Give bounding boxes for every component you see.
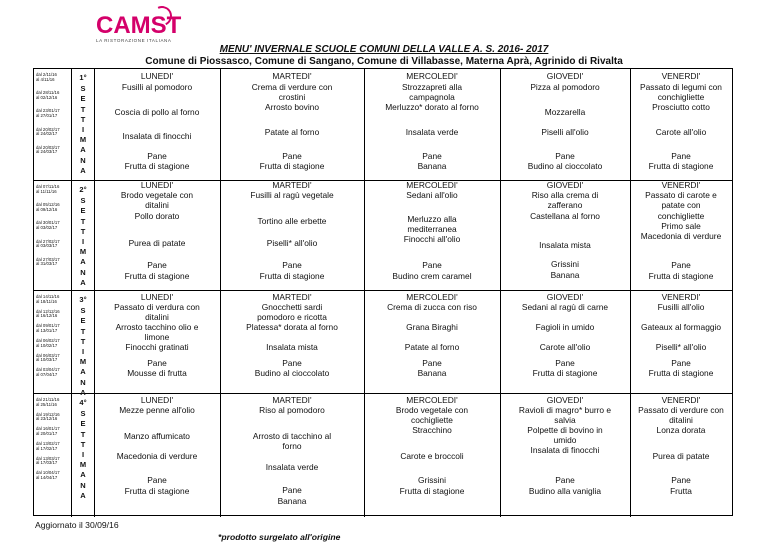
week-number-label: 1° S E T T I M A N A (79, 73, 87, 175)
menu-item: Brodo vegetale con (395, 405, 469, 415)
menu-item: mediterranea (407, 224, 457, 234)
menu-item: Frutta di stagione (124, 161, 190, 171)
menu-item: ditalini (669, 415, 693, 425)
menu-item: Tortino alle erbette (257, 216, 327, 226)
menu-item: Platessa* dorata al forno (246, 322, 338, 332)
menu-item: Piselli* all'olio (655, 342, 707, 352)
date-range: dal 19/12/16 al 23/12/16 (36, 411, 60, 422)
menu-item: Insalata mista (539, 240, 591, 250)
menu-item: Budino alla vaniglia (528, 486, 602, 496)
menu-item: Frutta di stagione (648, 271, 714, 281)
menu-item: Pane (555, 358, 575, 368)
menu-item: Fusilli al ragù vegetale (250, 190, 334, 200)
menu-item: Ravioli di magro* burro e (518, 405, 612, 415)
day-header: MERCOLEDI' (406, 292, 458, 302)
date-range: dal 27/03/17 al 31/03/17 (36, 256, 60, 267)
week-1-row (34, 69, 732, 181)
menu-item: Primo sale (661, 221, 701, 231)
day-header: GIOVEDI' (546, 292, 584, 302)
menu-item: Pane (422, 151, 442, 161)
menu-item: Grana Biraghi (406, 322, 458, 332)
date-range: dal 09/01/17 al 13/01/17 (36, 323, 60, 333)
menu-item: Piselli* all'olio (266, 238, 318, 248)
update-date: Aggiornato il 30/09/16 (35, 520, 119, 530)
menu-item: Insalata di finocchi (530, 445, 600, 455)
menu-item: Pane (555, 475, 575, 485)
menu-item: ditalini (145, 200, 169, 210)
menu-item: Gnocchetti sardi (261, 302, 323, 312)
date-range: dal 13/02/17 al 17/02/17 (36, 441, 60, 451)
menu-item: Macedonia di verdure (116, 451, 198, 461)
week-date-ranges (34, 73, 71, 164)
menu-item: Pane (147, 475, 167, 485)
menu-item: Frutta di stagione (532, 368, 598, 378)
logo-brand: CAMST (96, 12, 182, 39)
day-header: VENERDI' (661, 292, 701, 302)
menu-item: Insalata verde (405, 127, 459, 137)
menu-item: Pane (147, 358, 167, 368)
column-divider (71, 181, 72, 290)
day-header: MARTEDI' (272, 180, 312, 190)
day-header: LUNEDI' (140, 180, 174, 190)
date-range: dal 30/01/17 al 03/02/17 (36, 220, 60, 230)
menu-item: salvia (554, 415, 576, 425)
menu-item: Finocchi all'olio (403, 234, 461, 244)
menu-item: Polpette di bovino in (527, 425, 603, 435)
menu-item: Fagioli in umido (535, 322, 595, 332)
menu-item: Frutta di stagione (648, 368, 714, 378)
menu-item: Pane (282, 151, 302, 161)
menu-subtitle: Comune di Piossasco, Comune di Sangano, Comune di Villabasse, Materna Aprà, Agrinido di Rivalta (145, 56, 623, 67)
menu-item: Riso alla crema di (531, 190, 599, 200)
menu-item: Pane (555, 151, 575, 161)
day-header: MARTEDI' (272, 292, 312, 302)
menu-item: Banana (417, 161, 447, 171)
menu-item: Budino al cioccolato (254, 368, 330, 378)
day-header: VENERDI' (661, 180, 701, 190)
menu-item: Pane (671, 475, 691, 485)
week-3-row (34, 291, 732, 397)
date-range: dal 16/01/17 al 20/01/17 (36, 426, 60, 436)
menu-item: Piselli all'olio (541, 127, 589, 137)
menu-item: Merluzzo* dorato al forno (385, 102, 479, 112)
menu-title: MENU' INVERNALE SCUOLE COMUNI DELLA VALLE A. S. 2016- 2017 (219, 44, 549, 55)
week-date-ranges (34, 398, 71, 486)
menu-item: Stracchino (412, 425, 452, 435)
menu-item: Pane (671, 260, 691, 270)
menu-item: Strozzapreti alla (401, 82, 463, 92)
menu-item: limone (144, 332, 170, 342)
date-range: dal 28/11/16 al 02/12/16 (36, 90, 60, 100)
menu-item: Arrosto tacchino olio e (115, 322, 199, 332)
menu-item: Fusilli al pomodoro (121, 82, 193, 92)
menu-item: Frutta di stagione (124, 486, 190, 496)
week-2-row (34, 181, 732, 291)
date-range: dal 20/02/17 al 24/02/17 (36, 126, 60, 137)
day-header: MARTEDI' (272, 71, 312, 81)
menu-item: Banana (417, 368, 447, 378)
menu-item: Pane (282, 485, 302, 495)
menu-item: Frutta di stagione (259, 161, 325, 171)
menu-item: umido (553, 435, 577, 445)
date-range: dal 06/03/17 al 10/03/17 (36, 352, 60, 363)
menu-item: forno (282, 441, 302, 451)
menu-item: Passato di verdure con (638, 405, 724, 415)
menu-item: Mezze penne all'olio (119, 405, 195, 415)
menu-item: Insalata mista (266, 342, 318, 352)
date-range: dal 27/02/17 al 03/03/17 (36, 238, 60, 249)
day-header: MARTEDI' (272, 395, 312, 405)
menu-item: Manzo affumicato (124, 431, 190, 441)
menu-item: Grissini (551, 259, 579, 269)
date-range: dal 21/11/16 al 25/11/16 (36, 397, 60, 407)
date-range: dal 03/04/17 al 07/04/17 (36, 367, 60, 378)
menu-item: Fusilli all'olio (657, 302, 705, 312)
day-header: VENERDI' (661, 71, 701, 81)
menu-item: Frutta di stagione (648, 161, 714, 171)
day-header: GIOVEDI' (546, 395, 584, 405)
camst-logo (96, 12, 182, 46)
menu-item: Budino al cioccolato (527, 161, 603, 171)
menu-item: Patate al forno (404, 342, 460, 352)
menu-item: crostini (278, 92, 306, 102)
date-range: dal 13/03/17 al 17/03/17 (36, 455, 60, 466)
menu-item: Mozzarella (544, 107, 586, 117)
day-header: MERCOLEDI' (406, 395, 458, 405)
menu-item: Lonza dorata (656, 425, 706, 435)
menu-item: Arrosto di tacchino al (252, 431, 332, 441)
menu-item: Frutta di stagione (124, 271, 190, 281)
date-range: dal 06/02/17 al 10/02/17 (36, 338, 60, 348)
day-header: MERCOLEDI' (406, 180, 458, 190)
menu-item: Macedonia di verdure (640, 231, 722, 241)
menu-item: Carote e broccoli (400, 451, 464, 461)
week-number-label: 3° S E T T I M A N A (79, 295, 87, 397)
day-header: LUNEDI' (140, 71, 174, 81)
menu-item: Pizza al pomodoro (530, 82, 600, 92)
day-header: GIOVEDI' (546, 180, 584, 190)
menu-item: cochigliette (411, 415, 453, 425)
menu-item: Prosciutto cotto (652, 102, 710, 112)
column-divider (71, 69, 72, 180)
menu-item: Coscia di pollo al forno (114, 107, 200, 117)
menu-item: Passato di verdura con (114, 302, 200, 312)
menu-item: Pane (671, 151, 691, 161)
menu-item: Frutta di stagione (259, 271, 325, 281)
menu-item: Pane (147, 260, 167, 270)
day-header: LUNEDI' (140, 292, 174, 302)
menu-item: pomodoro e ricotta (257, 312, 327, 322)
menu-item: ditalini (145, 312, 169, 322)
menu-table (33, 68, 733, 516)
menu-item: patate con (661, 200, 701, 210)
menu-item: Insalata verde (265, 462, 319, 472)
menu-item: Pane (282, 358, 302, 368)
menu-item: Grissini (418, 475, 446, 485)
menu-item: Purea di patate (128, 238, 186, 248)
menu-item: Castellana al forno (530, 211, 600, 221)
day-header: LUNEDI' (140, 395, 174, 405)
date-range: dal 07/11/16 al 11/11/16 (36, 184, 60, 194)
date-range: dal 12/12/16 al 16/12/16 (36, 308, 60, 319)
menu-item: Pane (147, 151, 167, 161)
week-number-label: 4° S E T T I M A N A (79, 398, 87, 500)
menu-item: Banana (550, 270, 580, 280)
menu-item: Budino crem caramel (392, 271, 472, 281)
menu-item: Insalata di finocchi (122, 131, 192, 141)
menu-item: Purea di patate (652, 451, 710, 461)
day-header: GIOVEDI' (546, 71, 584, 81)
menu-item: Passato di carote e (645, 190, 717, 200)
menu-item: campagnola (409, 92, 455, 102)
menu-item: Riso al pomodoro (259, 405, 325, 415)
date-range: dal 23/01/17 al 27/01/17 (36, 108, 60, 118)
date-range: dal 2/11/16 al 4/11/16 (36, 72, 57, 82)
week-number-label: 2° S E T T I M A N A (79, 185, 87, 287)
menu-item: Frutta di stagione (399, 486, 465, 496)
logo-tagline: LA RISTORAZIONE ITALIANA (96, 38, 172, 43)
menu-item: Frutta (670, 486, 692, 496)
menu-item: Crema di verdure con (251, 82, 333, 92)
menu-item: Merluzzo alla (407, 214, 457, 224)
menu-item: Pane (671, 358, 691, 368)
menu-item: Sedani al ragù di carne (521, 302, 609, 312)
menu-item: Gateaux al formaggio (640, 322, 722, 332)
menu-item: Pane (282, 260, 302, 270)
date-range: dal 10/04/17 al 14/04/17 (36, 470, 60, 481)
menu-item: Pane (422, 260, 442, 270)
date-range: dal 05/12/16 al 09/12/16 (36, 202, 60, 212)
column-divider (71, 291, 72, 393)
menu-item: zafferano (547, 200, 583, 210)
date-range: dal 14/11/16 al 18/11/16 (36, 294, 60, 304)
column-divider (71, 394, 72, 517)
menu-item: Passato di legumi con (640, 82, 722, 92)
menu-item: conchigliette (657, 211, 705, 221)
day-header: VENERDI' (661, 395, 701, 405)
week-4-row (34, 394, 732, 517)
menu-item: Mousse di frutta (127, 368, 187, 378)
menu-item: Crema di zucca con riso (387, 302, 477, 312)
menu-item: Sedani all'olio (406, 190, 458, 200)
frozen-product-note: *prodotto surgelato all'origine (218, 532, 341, 542)
menu-item: Finocchi gratinati (125, 342, 189, 352)
menu-item: Patate al forno (264, 127, 320, 137)
menu-item: Carote all'olio (539, 342, 591, 352)
date-range: dal 20/03/17 al 24/03/17 (36, 144, 60, 155)
menu-item: Arrosto bovino (265, 102, 319, 112)
menu-item: Pane (422, 358, 442, 368)
menu-item: Brodo vegetale con (120, 190, 194, 200)
week-date-ranges (34, 185, 71, 276)
menu-item: conchigliette (657, 92, 705, 102)
menu-item: Banana (277, 496, 307, 506)
day-header: MERCOLEDI' (406, 71, 458, 81)
week-date-ranges (34, 295, 71, 383)
menu-item: Pollo dorato (134, 211, 180, 221)
menu-item: Carote all'olio (655, 127, 707, 137)
